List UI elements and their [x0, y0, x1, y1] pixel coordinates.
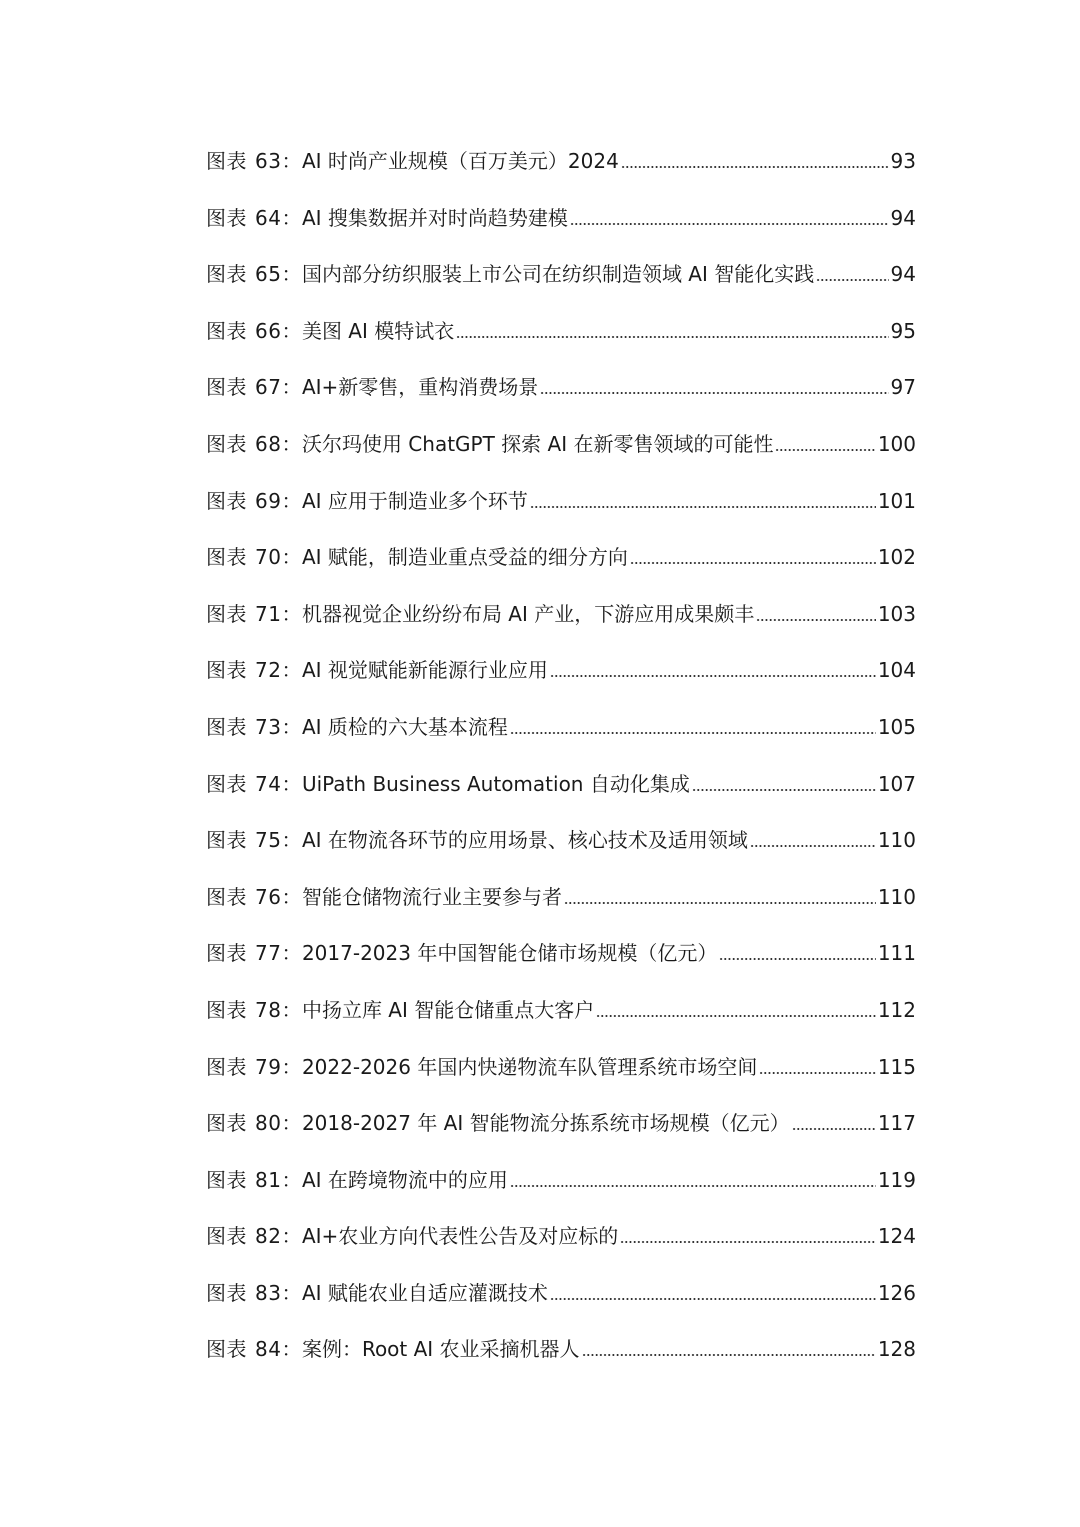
- toc-dot-leader: [550, 1293, 876, 1301]
- toc-dot-leader: [630, 557, 876, 565]
- toc-entry-number: 67：: [255, 375, 302, 400]
- toc-dot-leader: [816, 274, 888, 282]
- toc-entry-page: 97: [890, 375, 916, 400]
- toc-entry-prefix: [206, 1105, 302, 1141]
- toc-dot-leader: [759, 1067, 875, 1075]
- toc-entry[interactable]: [206, 652, 916, 709]
- toc-dot-leader: [510, 727, 876, 735]
- toc-entry[interactable]: [206, 1275, 916, 1332]
- toc-entry-prefix: [206, 1275, 302, 1311]
- toc-entry-prefix: [206, 1049, 302, 1085]
- toc-entry[interactable]: [206, 1331, 916, 1388]
- toc-dot-leader: [692, 784, 876, 792]
- toc-entry-title: AI 应用于制造业多个环节: [301, 488, 528, 513]
- toc-entry-page: 124: [877, 1224, 916, 1249]
- toc-entry-page: 103: [877, 601, 916, 626]
- toc-entry-label: 图表: [206, 205, 247, 230]
- toc-entry-label: 图表: [206, 318, 247, 343]
- toc-entry-label: 图表: [206, 771, 247, 796]
- toc-entry-label: 图表: [206, 997, 247, 1022]
- toc-entry-title: AI 视觉赋能新能源行业应用: [301, 658, 548, 683]
- toc-entry[interactable]: [206, 539, 916, 596]
- toc-entry-number: 76：: [255, 884, 302, 909]
- toc-entry-page: 112: [877, 997, 916, 1022]
- toc-entry[interactable]: [206, 200, 916, 257]
- toc-dot-leader: [792, 1123, 876, 1131]
- toc-entry-title: AI 时尚产业规模（百万美元）2024: [301, 149, 619, 173]
- toc-dot-leader: [750, 840, 876, 848]
- toc-entry[interactable]: [206, 822, 916, 879]
- toc-entry-title: 2018-2027 年 AI 智能物流分拣系统市场规模（亿元）: [301, 1111, 790, 1136]
- toc-entry-page: 94: [890, 262, 916, 287]
- toc-entry-number: 82：: [255, 1224, 302, 1249]
- toc-dot-leader: [564, 897, 876, 905]
- toc-dot-leader: [775, 444, 875, 452]
- toc-entry[interactable]: [206, 426, 916, 483]
- toc-entry-page: 128: [877, 1337, 916, 1362]
- toc-entry-number: 83：: [255, 1280, 302, 1305]
- toc-entry-page: 95: [890, 318, 916, 343]
- toc-entry-label: 图表: [206, 1111, 247, 1136]
- toc-entry-page: 93: [890, 149, 916, 173]
- toc-entry-title: AI 质检的六大基本流程: [301, 714, 508, 739]
- toc-entry-page: 111: [877, 941, 916, 966]
- toc-entry-title: 案例：Root AI 农业采摘机器人: [301, 1337, 580, 1362]
- toc-entry-title: AI 搜集数据并对时尚趋势建模: [301, 205, 568, 230]
- toc-dot-leader: [756, 614, 876, 622]
- toc-entry-title: 美图 AI 模特试衣: [301, 318, 455, 343]
- toc-entry-number: 74：: [255, 771, 302, 796]
- toc-entry-prefix: [206, 992, 302, 1028]
- toc-entry[interactable]: [206, 1049, 916, 1106]
- toc-entry-label: 图表: [206, 714, 247, 739]
- toc-entry-title: 沃尔玛使用 ChatGPT 探索 AI 在新零售领域的可能性: [301, 431, 774, 456]
- toc-entry-prefix: [206, 822, 302, 858]
- toc-entry-number: 81：: [255, 1167, 302, 1192]
- toc-entry-label: 图表: [206, 941, 247, 966]
- toc-entry-title: AI 在跨境物流中的应用: [301, 1167, 508, 1192]
- toc-entry-prefix: [206, 143, 302, 179]
- toc-entry-title: AI 赋能农业自适应灌溉技术: [301, 1280, 548, 1305]
- toc-dot-leader: [582, 1349, 876, 1357]
- toc-entry-label: 图表: [206, 1224, 247, 1249]
- toc-entry-prefix: [206, 879, 302, 915]
- toc-entry-number: 72：: [255, 658, 302, 683]
- toc-entry-page: 105: [877, 714, 916, 739]
- toc-entry-number: 77：: [255, 941, 302, 966]
- table-of-figures: [206, 143, 916, 1388]
- toc-entry-page: 101: [877, 488, 916, 513]
- toc-entry-label: 图表: [206, 1280, 247, 1305]
- toc-entry-number: 80：: [255, 1111, 302, 1136]
- toc-entry-prefix: [206, 1218, 302, 1254]
- toc-entry[interactable]: [206, 143, 916, 200]
- toc-entry-number: 84：: [255, 1337, 302, 1362]
- toc-dot-leader: [550, 670, 876, 678]
- toc-entry-label: 图表: [206, 601, 247, 626]
- toc-entry-prefix: [206, 313, 302, 349]
- toc-entry-prefix: [206, 1331, 302, 1367]
- toc-entry-page: 115: [877, 1054, 916, 1079]
- toc-entry-page: 117: [877, 1111, 916, 1136]
- toc-entry-label: 图表: [206, 488, 247, 513]
- toc-entry-label: 图表: [206, 1054, 247, 1079]
- toc-entry-title: 机器视觉企业纷纷布局 AI 产业，下游应用成果颇丰: [301, 601, 755, 626]
- toc-entry-page: 126: [877, 1280, 916, 1305]
- toc-entry[interactable]: [206, 1105, 916, 1162]
- toc-entry-prefix: [206, 426, 302, 462]
- toc-dot-leader: [719, 953, 875, 961]
- toc-entry-title: 2022-2026 年国内快递物流车队管理系统市场空间: [301, 1054, 758, 1079]
- toc-entry-label: 图表: [206, 375, 247, 400]
- toc-entry-title: 中扬立库 AI 智能仓储重点大客户: [301, 997, 595, 1022]
- toc-entry-prefix: [206, 539, 302, 575]
- toc-entry[interactable]: [206, 313, 916, 370]
- toc-entry-number: 75：: [255, 828, 302, 853]
- toc-entry-title: AI+新零售，重构消费场景: [301, 375, 539, 400]
- toc-entry[interactable]: [206, 709, 916, 766]
- toc-entry-label: 图表: [206, 149, 247, 173]
- toc-dot-leader: [540, 387, 888, 395]
- toc-entry-page: 94: [890, 205, 916, 230]
- toc-entry[interactable]: [206, 596, 916, 653]
- toc-entry-prefix: [206, 256, 302, 292]
- toc-entry-prefix: [206, 652, 302, 688]
- toc-entry-prefix: [206, 709, 302, 745]
- toc-entry-title: AI 赋能，制造业重点受益的细分方向: [301, 545, 628, 570]
- toc-dot-leader: [456, 331, 888, 339]
- toc-entry-title: 国内部分纺织服装上市公司在纺织制造领域 AI 智能化实践: [301, 262, 815, 287]
- toc-entry-page: 104: [877, 658, 916, 683]
- toc-entry-page: 100: [877, 431, 916, 456]
- toc-entry-number: 71：: [255, 601, 302, 626]
- toc-entry-number: 70：: [255, 545, 302, 570]
- toc-entry[interactable]: [206, 256, 916, 313]
- toc-entry-prefix: [206, 1162, 302, 1198]
- toc-entry[interactable]: [206, 1162, 916, 1219]
- toc-entry-number: 73：: [255, 714, 302, 739]
- toc-entry-title: AI+农业方向代表性公告及对应标的: [301, 1224, 619, 1249]
- toc-dot-leader: [570, 218, 889, 226]
- toc-entry[interactable]: [206, 369, 916, 426]
- toc-entry[interactable]: [206, 1218, 916, 1275]
- toc-entry-label: 图表: [206, 262, 247, 287]
- toc-entry-prefix: [206, 200, 302, 236]
- toc-entry-prefix: [206, 766, 302, 802]
- toc-entry-label: 图表: [206, 1337, 247, 1362]
- toc-entry-label: 图表: [206, 431, 247, 456]
- toc-entry[interactable]: [206, 766, 916, 823]
- toc-entry-prefix: [206, 369, 302, 405]
- toc-entry-number: 63：: [255, 149, 302, 173]
- toc-entry-title: AI 在物流各环节的应用场景、核心技术及适用领域: [301, 828, 748, 853]
- toc-entry-number: 79：: [255, 1054, 302, 1079]
- toc-entry-page: 107: [877, 771, 916, 796]
- toc-entry-number: 64：: [255, 205, 302, 230]
- toc-entry[interactable]: [206, 483, 916, 540]
- toc-entry-prefix: [206, 596, 302, 632]
- toc-entry-page: 119: [877, 1167, 916, 1192]
- toc-entry-number: 66：: [255, 318, 302, 343]
- toc-entry-title: UiPath Business Automation 自动化集成: [301, 771, 690, 796]
- toc-entry-title: 2017-2023 年中国智能仓储市场规模（亿元）: [301, 941, 718, 966]
- toc-entry-number: 78：: [255, 997, 302, 1022]
- toc-entry[interactable]: [206, 935, 916, 992]
- toc-dot-leader: [620, 1236, 876, 1244]
- toc-entry-label: 图表: [206, 658, 247, 683]
- toc-entry-page: 110: [877, 828, 916, 853]
- toc-entry-number: 68：: [255, 431, 302, 456]
- toc-entry-prefix: [206, 483, 302, 519]
- toc-dot-leader: [596, 1010, 876, 1018]
- toc-entry-title: 智能仓储物流行业主要参与者: [301, 884, 562, 909]
- toc-entry-page: 102: [877, 545, 916, 570]
- toc-dot-leader: [510, 1180, 876, 1188]
- toc-entry-number: 69：: [255, 488, 302, 513]
- toc-entry-label: 图表: [206, 828, 247, 853]
- toc-entry-page: 110: [877, 884, 916, 909]
- toc-entry[interactable]: [206, 992, 916, 1049]
- toc-dot-leader: [530, 501, 876, 509]
- toc-entry-label: 图表: [206, 545, 247, 570]
- toc-entry[interactable]: [206, 879, 916, 936]
- toc-dot-leader: [621, 161, 889, 169]
- toc-entry-label: 图表: [206, 1167, 247, 1192]
- toc-entry-number: 65：: [255, 262, 302, 287]
- toc-entry-prefix: [206, 935, 302, 971]
- toc-entry-label: 图表: [206, 884, 247, 909]
